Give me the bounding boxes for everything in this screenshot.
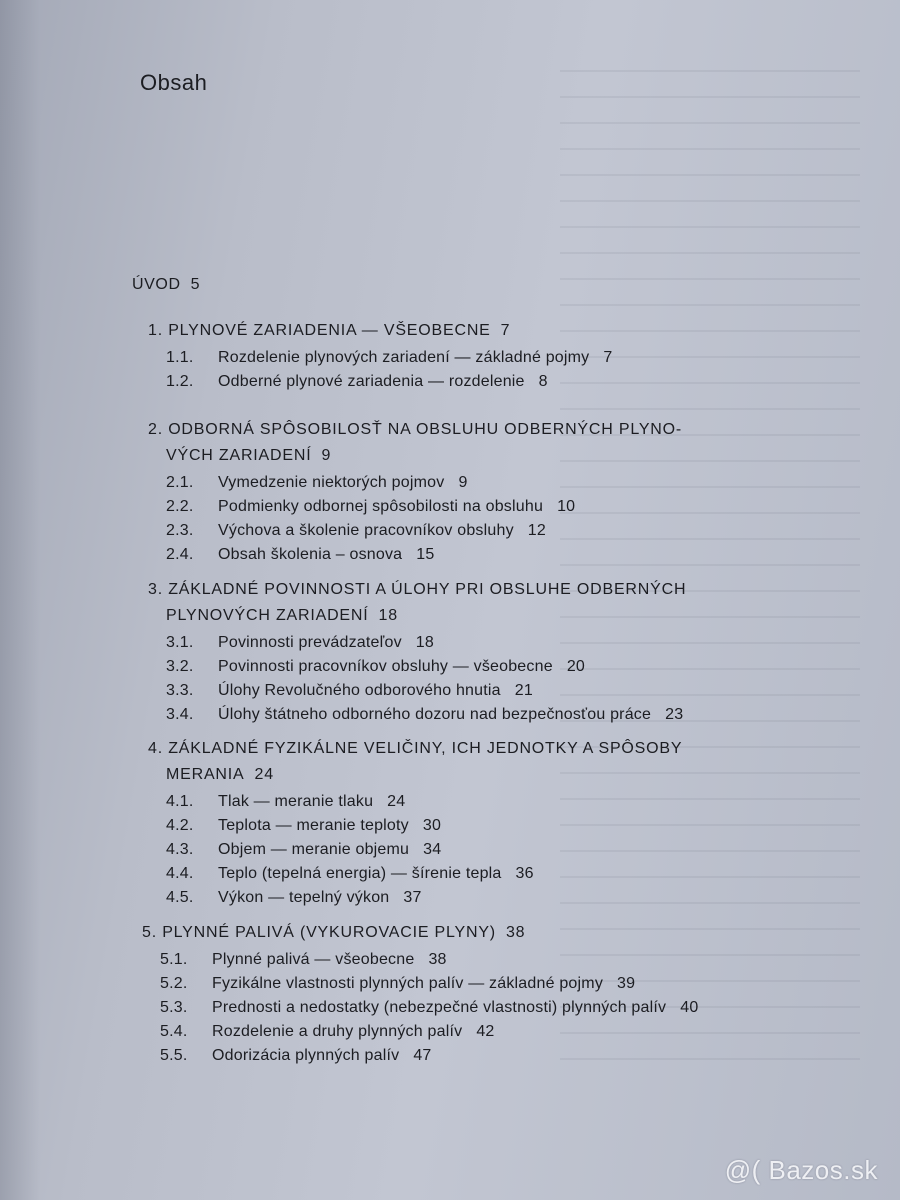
item-text: Odberné plynové zariadenia — rozdelenie — [218, 373, 525, 390]
toc-item — [148, 471, 828, 495]
toc-item — [148, 346, 828, 370]
intro-label: ÚVOD — [132, 276, 181, 293]
toc-chapter-3 — [148, 577, 828, 727]
item-number: 1.1. — [166, 349, 194, 366]
item-page-number: 34 — [423, 841, 442, 858]
item-text: Výkon — tepelný výkon — [218, 889, 390, 906]
chapter-title-line-2: MERANIA — [166, 766, 245, 783]
toc-item — [148, 862, 828, 886]
chapter-title — [142, 920, 828, 946]
toc-item — [142, 972, 828, 996]
toc-chapter-1 — [148, 318, 828, 394]
item-number: 4.1. — [166, 793, 194, 810]
chapter-title-line-1: 3. ZÁKLADNÉ POVINNOSTI A ÚLOHY PRI OBSLUHE ODBERNÝCH — [148, 581, 687, 598]
item-text: Povinnosti pracovníkov obsluhy — všeobecne — [218, 658, 553, 675]
chapter-title-text: 1. PLYNOVÉ ZARIADENIA — VŠEOBECNE — [148, 322, 491, 339]
item-page-number: 42 — [476, 1023, 495, 1040]
chapter-title-line-2: VÝCH ZARIADENÍ — [166, 447, 312, 464]
toc-item — [148, 703, 828, 727]
chapter-page-number: 7 — [500, 322, 511, 339]
item-text: Výchova a školenie pracovníkov obsluhy — [218, 522, 514, 539]
item-text: Vymedzenie niektorých pojmov — [218, 474, 445, 491]
item-number: 3.4. — [166, 706, 194, 723]
page-fold-shadow — [0, 0, 40, 1200]
chapter-title — [148, 417, 828, 469]
item-text: Teplo (tepelná energia) — šírenie tepla — [218, 865, 502, 882]
item-number: 5.5. — [160, 1047, 188, 1064]
item-number: 5.3. — [160, 999, 188, 1016]
item-page-number: 37 — [403, 889, 422, 906]
item-number: 3.1. — [166, 634, 194, 651]
toc-item — [148, 838, 828, 862]
toc-item — [142, 948, 828, 972]
item-number: 5.4. — [160, 1023, 188, 1040]
item-number: 3.3. — [166, 682, 194, 699]
item-page-number: 21 — [514, 682, 533, 699]
toc-item — [148, 631, 828, 655]
item-number: 2.3. — [166, 522, 194, 539]
item-number: 4.2. — [166, 817, 194, 834]
toc-item — [142, 996, 828, 1020]
item-text: Teplota — meranie teploty — [218, 817, 409, 834]
chapter-title-text: 5. PLYNNÉ PALIVÁ (VYKUROVACIE PLYNY) — [142, 924, 496, 941]
item-number: 5.1. — [160, 951, 188, 968]
chapter-title — [148, 577, 828, 629]
item-number: 5.2. — [160, 975, 188, 992]
item-text: Plynné palivá — všeobecne — [212, 951, 415, 968]
toc-item — [148, 519, 828, 543]
item-text: Úlohy štátneho odborného dozoru nad bezpečnosťou práce — [218, 706, 652, 723]
toc-chapter-2 — [148, 417, 828, 567]
toc-item — [148, 370, 828, 394]
item-number: 4.4. — [166, 865, 194, 882]
item-number: 2.2. — [166, 498, 194, 515]
item-page-number: 38 — [428, 951, 447, 968]
chapter-title — [148, 318, 828, 344]
chapter-page-number: 38 — [505, 924, 526, 941]
chapter-page-number: 24 — [254, 766, 274, 783]
toc-chapter-4 — [148, 736, 828, 910]
item-page-number: 30 — [422, 817, 442, 834]
item-text: Prednosti a nedostatky (nebezpečné vlastnosti) plynných palív — [212, 999, 667, 1016]
item-page-number: 18 — [415, 634, 434, 651]
toc-item — [148, 543, 828, 567]
page-title: Obsah — [140, 70, 208, 95]
toc-item — [148, 495, 828, 519]
item-number: 2.1. — [166, 474, 194, 491]
item-text: Tlak — meranie tlaku — [218, 793, 374, 810]
item-number: 1.2. — [166, 373, 194, 390]
item-page-number: 7 — [603, 349, 613, 366]
item-text: Objem — meranie objemu — [218, 841, 410, 858]
item-page-number: 24 — [387, 793, 406, 810]
chapter-title-line-1: 2. ODBORNÁ SPÔSOBILOSŤ NA OBSLUHU ODBERNÝCH PLYNO- — [148, 421, 683, 438]
item-text: Rozdelenie a druhy plynných palív — [212, 1023, 463, 1040]
item-page-number: 36 — [515, 865, 534, 882]
item-page-number: 39 — [617, 975, 636, 992]
chapter-title-line-2: PLYNOVÝCH ZARIADENÍ — [166, 607, 369, 624]
toc-item — [142, 1044, 828, 1068]
chapter-page-number: 9 — [321, 447, 332, 464]
item-page-number: 20 — [566, 658, 586, 675]
toc-intro-entry — [132, 276, 200, 294]
item-text: Fyzikálne vlastnosti plynných palív — základné pojmy — [212, 975, 604, 992]
item-text: Povinnosti prevádzateľov — [218, 634, 402, 651]
item-page-number: 9 — [458, 474, 468, 491]
item-page-number: 47 — [413, 1047, 432, 1064]
item-text: Obsah školenia – osnova — [218, 546, 403, 563]
chapter-title-line-1: 4. ZÁKLADNÉ FYZIKÁLNE VELIČINY, ICH JEDNOTKY A SPÔSOBY — [148, 740, 683, 757]
toc-item — [148, 679, 828, 703]
item-number: 4.3. — [166, 841, 194, 858]
item-page-number: 10 — [557, 498, 576, 515]
chapter-title — [148, 736, 828, 788]
item-page-number: 15 — [416, 546, 435, 563]
item-page-number: 12 — [527, 522, 546, 539]
site-watermark: @( Bazos.sk — [724, 1155, 878, 1185]
toc-item — [148, 655, 828, 679]
toc-item — [148, 790, 828, 814]
item-text: Rozdelenie plynových zariadení — základné pojmy — [218, 349, 590, 366]
intro-page-number: 5 — [190, 276, 201, 293]
item-page-number: 23 — [665, 706, 684, 723]
item-text: Úlohy Revolučného odborového hnutia — [218, 682, 501, 699]
item-text: Odorizácia plynných palív — [212, 1047, 400, 1064]
item-number: 2.4. — [166, 546, 194, 563]
toc-item — [148, 886, 828, 910]
item-text: Podmienky odbornej spôsobilosti na obsluhu — [218, 498, 544, 515]
toc-item — [148, 814, 828, 838]
item-page-number: 8 — [538, 373, 548, 390]
chapter-page-number: 18 — [378, 607, 398, 624]
item-number: 4.5. — [166, 889, 194, 906]
toc-chapter-5 — [142, 920, 828, 1068]
item-number: 3.2. — [166, 658, 194, 675]
toc-item — [142, 1020, 828, 1044]
item-page-number: 40 — [680, 999, 699, 1016]
